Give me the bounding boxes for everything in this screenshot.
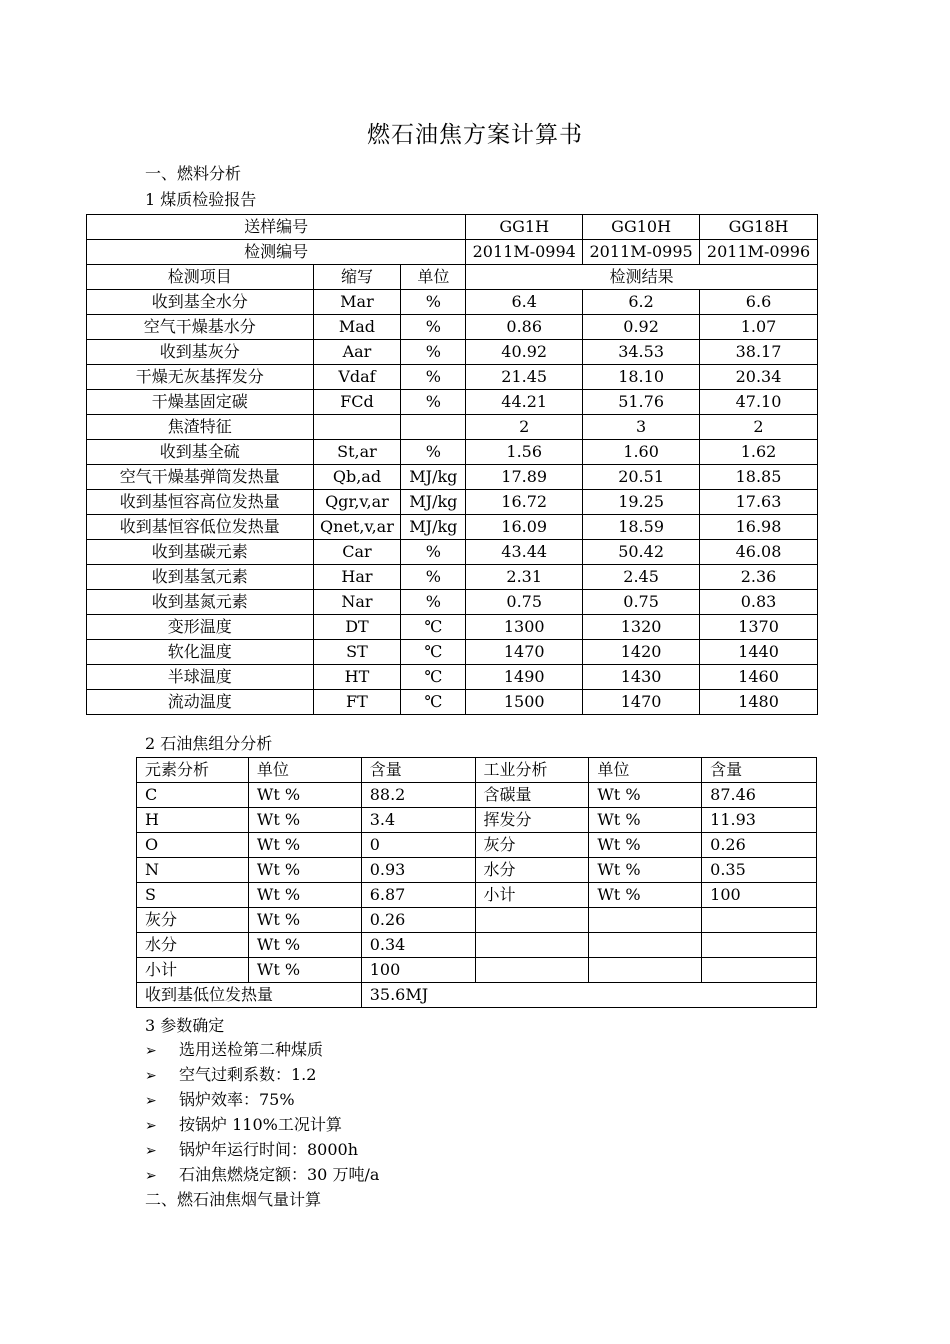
result-value: 1.60 [583,440,700,465]
table-cell: C [137,783,249,808]
table-cell: 87.46 [702,783,817,808]
table-cell: 水分 [475,858,589,883]
table-row [87,615,818,640]
result-value: 1430 [583,665,700,690]
table-cell: Wt % [248,833,361,858]
item-unit: % [401,290,466,315]
col-header: 单位 [589,758,702,783]
result-value: 40.92 [466,340,583,365]
table-cell: H [137,808,249,833]
table-cell: Wt % [589,833,702,858]
result-value: 16.98 [700,515,818,540]
col-header: 元素分析 [137,758,249,783]
item-name: 收到基全硫 [87,440,314,465]
test-id-label: 检测编号 [87,240,466,265]
item-unit: ℃ [401,665,466,690]
table-cell: Wt % [589,808,702,833]
list-item [145,1114,342,1137]
arrow-bullet-icon: ➢ [145,1043,157,1059]
table-cell [475,933,589,958]
result-value: 1320 [583,615,700,640]
sample-id-row [87,215,818,240]
sample-id-label: 送样编号 [87,215,466,240]
item-abbr: ST [313,640,401,665]
item-name: 干燥基固定碳 [87,390,314,415]
item-abbr: FCd [313,390,401,415]
sample-id: GG18H [700,215,818,240]
table-cell [475,908,589,933]
item-name: 流动温度 [87,690,314,715]
list-item-text: 锅炉效率：75% [179,1090,295,1109]
col-header: 单位 [248,758,361,783]
item-unit: % [401,390,466,415]
table-cell [589,933,702,958]
item-unit: ℃ [401,690,466,715]
table-row [87,365,818,390]
arrow-bullet-icon: ➢ [145,1068,157,1084]
result-value: 46.08 [700,540,818,565]
result-value: 1480 [700,690,818,715]
result-value: 1470 [466,640,583,665]
col-header-abbr: 缩写 [313,265,401,290]
result-value: 1460 [700,665,818,690]
result-value: 44.21 [466,390,583,415]
result-value: 0.75 [466,590,583,615]
item-unit [401,415,466,440]
table-cell [702,933,817,958]
result-value: 16.72 [466,490,583,515]
result-value: 1490 [466,665,583,690]
sample-id: GG1H [466,215,583,240]
item-unit: ℃ [401,640,466,665]
result-value: 17.89 [466,465,583,490]
item-name: 软化温度 [87,640,314,665]
table-row [137,833,817,858]
table-cell: 100 [702,883,817,908]
result-value: 3 [583,415,700,440]
result-value: 51.76 [583,390,700,415]
table-row [137,908,817,933]
table-row [87,315,818,340]
table-row [87,490,818,515]
result-value: 18.10 [583,365,700,390]
result-value: 6.2 [583,290,700,315]
table-row [87,690,818,715]
item-abbr: Vdaf [313,365,401,390]
table-row [87,290,818,315]
item-abbr: St,ar [313,440,401,465]
item-abbr: Har [313,565,401,590]
item-name: 收到基氮元素 [87,590,314,615]
item-abbr: Nar [313,590,401,615]
item-abbr: Aar [313,340,401,365]
item-name: 收到基氢元素 [87,565,314,590]
item-unit: ℃ [401,615,466,640]
table-cell: 88.2 [361,783,475,808]
list-item [145,1064,316,1087]
footer-row [137,983,817,1008]
list-item [145,1139,358,1162]
table-cell: Wt % [589,883,702,908]
item-name: 空气干燥基水分 [87,315,314,340]
table-row [137,958,817,983]
table-row [87,340,818,365]
table-row [87,515,818,540]
item-abbr: Mar [313,290,401,315]
page-title: 燃石油焦方案计算书 [367,122,583,148]
subheading-petcoke-analysis: 2 石油焦组分分析 [145,734,273,753]
item-abbr: Qgr,v,ar [313,490,401,515]
item-abbr [313,415,401,440]
item-name: 空气干燥基弹筒发热量 [87,465,314,490]
arrow-bullet-icon: ➢ [145,1093,157,1109]
result-value: 38.17 [700,340,818,365]
result-value: 2 [700,415,818,440]
result-value: 0.86 [466,315,583,340]
subheading-coal-report: 1 煤质检验报告 [145,190,257,209]
table-cell: 0.35 [702,858,817,883]
table-cell [702,958,817,983]
item-name: 收到基恒容低位发热量 [87,515,314,540]
section-heading-flue-gas: 二、燃石油焦烟气量计算 [145,1190,322,1209]
test-id: 2011M-0994 [466,240,583,265]
item-unit: % [401,340,466,365]
result-value: 47.10 [700,390,818,415]
table-cell: Wt % [248,958,361,983]
table-cell [589,908,702,933]
arrow-bullet-icon: ➢ [145,1143,157,1159]
result-value: 6.4 [466,290,583,315]
table-cell: 挥发分 [475,808,589,833]
table-cell: 小计 [137,958,249,983]
col-header: 含量 [361,758,475,783]
list-item [145,1164,379,1187]
result-value: 43.44 [466,540,583,565]
result-value: 0.83 [700,590,818,615]
arrow-bullet-icon: ➢ [145,1118,157,1134]
result-value: 1500 [466,690,583,715]
item-name: 收到基全水分 [87,290,314,315]
petcoke-composition-table [136,757,817,1008]
result-value: 2.31 [466,565,583,590]
item-name: 收到基灰分 [87,340,314,365]
table-cell: O [137,833,249,858]
table-cell: 3.4 [361,808,475,833]
table-cell: 0.26 [361,908,475,933]
list-item [145,1039,323,1062]
col-header-result: 检测结果 [466,265,818,290]
item-name: 焦渣特征 [87,415,314,440]
item-unit: MJ/kg [401,515,466,540]
table-cell [475,958,589,983]
result-value: 2 [466,415,583,440]
table-cell: Wt % [589,783,702,808]
table-cell: 100 [361,958,475,983]
table-row [87,440,818,465]
col-header: 含量 [702,758,817,783]
table-cell [702,908,817,933]
result-value: 18.59 [583,515,700,540]
table-row [87,640,818,665]
result-value: 1440 [700,640,818,665]
table-row [87,465,818,490]
test-id: 2011M-0996 [700,240,818,265]
table-cell: Wt % [248,858,361,883]
table-row [137,858,817,883]
item-name: 收到基碳元素 [87,540,314,565]
list-item-text: 空气过剩系数：1.2 [179,1065,317,1084]
item-abbr: DT [313,615,401,640]
item-name: 干燥无灰基挥发分 [87,365,314,390]
arrow-bullet-icon: ➢ [145,1168,157,1184]
sample-id: GG10H [583,215,700,240]
table-cell: S [137,883,249,908]
item-name: 变形温度 [87,615,314,640]
item-unit: % [401,440,466,465]
table-row [137,808,817,833]
result-value: 1420 [583,640,700,665]
table-cell: Wt % [589,858,702,883]
result-value: 2.36 [700,565,818,590]
table-row [137,783,817,808]
item-abbr: FT [313,690,401,715]
item-name: 收到基恒容高位发热量 [87,490,314,515]
result-value: 6.6 [700,290,818,315]
list-item-text: 锅炉年运行时间：8000h [179,1140,359,1159]
header-row [87,265,818,290]
table-row [87,590,818,615]
result-value: 20.51 [583,465,700,490]
table-cell: 11.93 [702,808,817,833]
item-unit: % [401,565,466,590]
table-cell: N [137,858,249,883]
result-value: 1.62 [700,440,818,465]
result-value: 34.53 [583,340,700,365]
table-row [87,415,818,440]
table-cell: 灰分 [475,833,589,858]
table-cell: 0.26 [702,833,817,858]
col-header: 工业分析 [475,758,589,783]
result-value: 0.75 [583,590,700,615]
table-cell: Wt % [248,883,361,908]
test-id: 2011M-0995 [583,240,700,265]
header-row [137,758,817,783]
result-value: 1300 [466,615,583,640]
table-cell: Wt % [248,808,361,833]
table-cell: Wt % [248,908,361,933]
result-value: 1470 [583,690,700,715]
table-cell: Wt % [248,783,361,808]
table-cell: 小计 [475,883,589,908]
result-value: 18.85 [700,465,818,490]
item-abbr: Qnet,v,ar [313,515,401,540]
result-value: 2.45 [583,565,700,590]
item-abbr: Qb,ad [313,465,401,490]
section-heading-fuel-analysis: 一、燃料分析 [145,164,242,183]
result-value: 20.34 [700,365,818,390]
result-value: 17.63 [700,490,818,515]
result-value: 21.45 [466,365,583,390]
list-item-text: 选用送检第二种煤质 [179,1040,324,1059]
table-cell: 含碳量 [475,783,589,808]
heating-value-label: 收到基低位发热量 [137,983,362,1008]
list-item [145,1089,295,1112]
item-unit: % [401,540,466,565]
result-value: 50.42 [583,540,700,565]
list-item-text: 石油焦燃烧定额：30 万吨/a [179,1165,380,1184]
item-unit: % [401,590,466,615]
table-row [137,933,817,958]
item-unit: % [401,315,466,340]
test-id-row [87,240,818,265]
result-value: 19.25 [583,490,700,515]
table-cell: 0.93 [361,858,475,883]
item-unit: % [401,365,466,390]
table-cell: 0.34 [361,933,475,958]
item-unit: MJ/kg [401,490,466,515]
result-value: 1.56 [466,440,583,465]
item-abbr: HT [313,665,401,690]
col-header-item: 检测项目 [87,265,314,290]
item-abbr: Car [313,540,401,565]
item-name: 半球温度 [87,665,314,690]
subheading-parameters: 3 参数确定 [145,1016,225,1035]
table-row [87,540,818,565]
table-row [87,565,818,590]
table-row [87,390,818,415]
table-cell: 水分 [137,933,249,958]
table-row [87,665,818,690]
table-row [137,883,817,908]
item-unit: MJ/kg [401,465,466,490]
table-cell: 灰分 [137,908,249,933]
table-cell: 0 [361,833,475,858]
item-abbr: Mad [313,315,401,340]
result-value: 16.09 [466,515,583,540]
col-header-unit: 单位 [401,265,466,290]
list-item-text: 按锅炉 110%工况计算 [179,1115,342,1134]
coal-quality-table [86,214,818,715]
heating-value: 35.6MJ [361,983,816,1008]
result-value: 1370 [700,615,818,640]
table-cell: 6.87 [361,883,475,908]
result-value: 0.92 [583,315,700,340]
table-cell: Wt % [248,933,361,958]
result-value: 1.07 [700,315,818,340]
table-cell [589,958,702,983]
